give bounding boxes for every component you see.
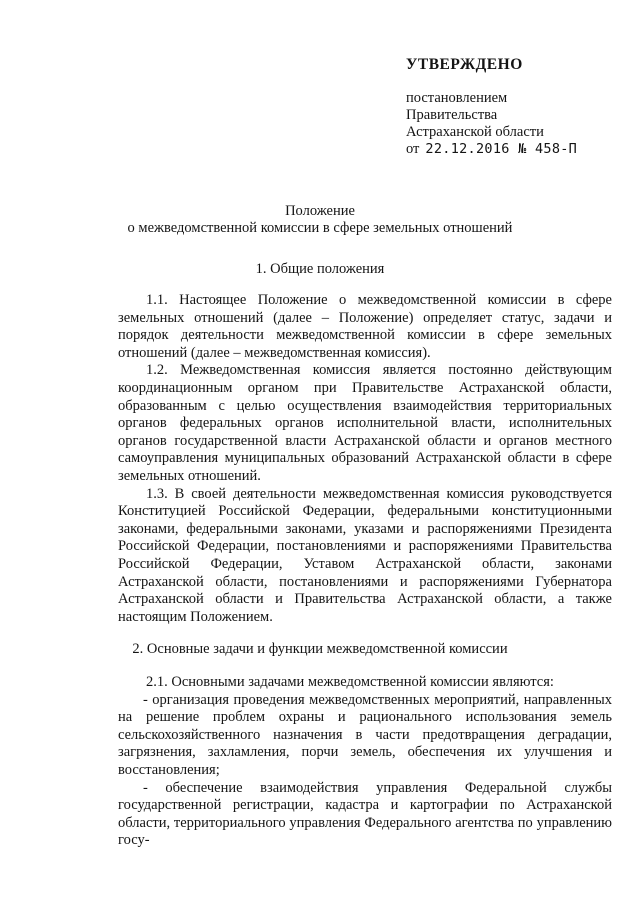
document-subtitle: о межведомственной комиссии в сфере земельных отношений [127, 220, 513, 236]
approval-stamp-block [406, 56, 626, 158]
approval-date [406, 141, 626, 158]
approval-title: УТВЕРЖДЕНО [406, 56, 523, 73]
document-title: Положение [285, 203, 355, 219]
approval-line: Правительства [406, 107, 498, 123]
section-1-body [118, 292, 612, 626]
paragraph-1-3: 1.3. В своей деятельности межведомственная комиссия руководствуется Конституцией Российской Федерации, федеральными конституционными законами, федеральными законами, указами и распоряжениями Президента Российской Федерации, постановлениями и распоряжениями Правительства Российской Федерации, Уставом Астраханской области, законами Астраханской области, постановлениями и распоряжениями Губернатора Астраханской области и Правительства Астраханской области, а также настоящим Положением. [118, 485, 612, 625]
approval-line: постановлением [406, 90, 508, 106]
paragraph-1-2: 1.2. Межведомственная комиссия является постоянно действующим координационным органом при Правительстве Астраханской области, образованным с целью осуществления взаимодействия территориальных органов федеральных органов исполнительной власти, исполнительных органов государственной власти Астраханской области и органов местного самоуправления муниципальных образований Астраханской области в сфере земельных отношений. [118, 362, 612, 484]
list-item: - обеспечение взаимодействия управления Федеральной службы государственной регистрации, кадастра и картографии по Астраханской области, территориального управления Федерального агентства по управлению госу- [118, 779, 612, 849]
approval-date-stamp: 22.12.2016 № 458-П [425, 141, 578, 157]
section-1-heading: 1. Общие положения [255, 261, 385, 277]
section-2-heading: 2. Основные задачи и функции межведомственной комиссии [132, 641, 508, 657]
section-2-body [118, 674, 612, 850]
approval-line: Астраханской области [406, 124, 544, 140]
paragraph-1-1: 1.1. Настоящее Положение о межведомственной комиссии в сфере земельных отношений (далее – Положение) определяет статус, задачи и порядок деятельности межведомственной комиссии в сфере земельных отношений (далее – межведомственная комиссия). [118, 292, 612, 361]
paragraph-2-1: 2.1. Основными задачами межведомственной комиссии являются: [146, 674, 554, 690]
list-item: - организация проведения межведомственных мероприятий, направленных на решение проблем охраны и рационального использования земель сельскохозяйственного назначения в части предотвращения деградации, загрязнения, захламления, порчи земель, обеспечения их улучшения и восстановления; [118, 691, 612, 778]
approval-date-prefix: от [406, 141, 420, 157]
